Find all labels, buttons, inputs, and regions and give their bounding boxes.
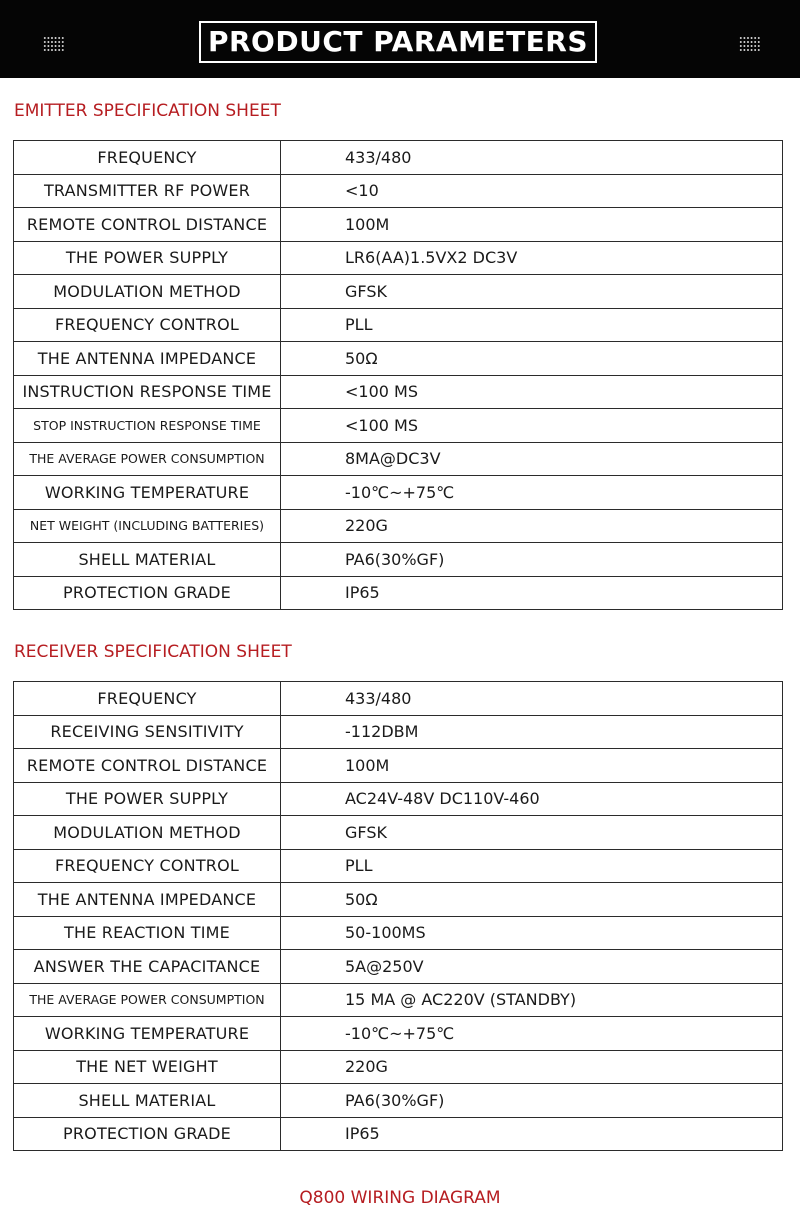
spec-value: GFSK xyxy=(281,275,783,309)
spec-value: IP65 xyxy=(281,576,783,610)
table-row xyxy=(14,1050,783,1084)
emitter-spec-table xyxy=(13,140,783,610)
emitter-section-title: EMITTER SPECIFICATION SHEET xyxy=(14,101,281,121)
spec-label: THE NET WEIGHT xyxy=(14,1050,281,1084)
receiver-spec-rows xyxy=(14,682,783,1151)
spec-value: GFSK xyxy=(281,816,783,850)
spec-value: 220G xyxy=(281,509,783,543)
table-row xyxy=(14,916,783,950)
table-row xyxy=(14,883,783,917)
table-row xyxy=(14,849,783,883)
spec-label: MODULATION METHOD xyxy=(14,275,281,309)
spec-label: THE POWER SUPPLY xyxy=(14,782,281,816)
spec-value: 50Ω xyxy=(281,883,783,917)
spec-label: FREQUENCY xyxy=(14,682,281,716)
table-row xyxy=(14,715,783,749)
spec-value: 433/480 xyxy=(281,682,783,716)
table-row xyxy=(14,476,783,510)
header-banner xyxy=(0,0,800,78)
table-row xyxy=(14,241,783,275)
table-row xyxy=(14,816,783,850)
spec-value: AC24V-48V DC110V-460 xyxy=(281,782,783,816)
table-row xyxy=(14,208,783,242)
spec-label: SHELL MATERIAL xyxy=(14,1084,281,1118)
table-row xyxy=(14,749,783,783)
spec-label: WORKING TEMPERATURE xyxy=(14,1017,281,1051)
spec-label: PROTECTION GRADE xyxy=(14,1117,281,1151)
spec-value: 100M xyxy=(281,749,783,783)
table-row xyxy=(14,375,783,409)
spec-value: PLL xyxy=(281,849,783,883)
spec-label: REMOTE CONTROL DISTANCE xyxy=(14,749,281,783)
table-row xyxy=(14,983,783,1017)
table-row xyxy=(14,1084,783,1118)
spec-label: THE POWER SUPPLY xyxy=(14,241,281,275)
spec-value: 50-100MS xyxy=(281,916,783,950)
table-row xyxy=(14,782,783,816)
spec-value: <10 xyxy=(281,174,783,208)
dot-pattern-icon xyxy=(739,36,761,52)
spec-label: SHELL MATERIAL xyxy=(14,543,281,577)
spec-label: THE REACTION TIME xyxy=(14,916,281,950)
spec-label: TRANSMITTER RF POWER xyxy=(14,174,281,208)
spec-value: PA6(30%GF) xyxy=(281,543,783,577)
spec-value: 100M xyxy=(281,208,783,242)
table-row xyxy=(14,1017,783,1051)
dot-pattern-icon xyxy=(43,36,65,52)
spec-label: PROTECTION GRADE xyxy=(14,576,281,610)
page-title: PRODUCT PARAMETERS xyxy=(199,21,597,63)
spec-label: THE AVERAGE POWER CONSUMPTION xyxy=(14,442,281,476)
spec-value: <100 MS xyxy=(281,375,783,409)
emitter-spec-rows xyxy=(14,141,783,610)
table-row xyxy=(14,409,783,443)
spec-label: THE ANTENNA IMPEDANCE xyxy=(14,342,281,376)
spec-label: STOP INSTRUCTION RESPONSE TIME xyxy=(14,409,281,443)
spec-label: RECEIVING SENSITIVITY xyxy=(14,715,281,749)
spec-label: WORKING TEMPERATURE xyxy=(14,476,281,510)
table-row xyxy=(14,174,783,208)
spec-label: NET WEIGHT (INCLUDING BATTERIES) xyxy=(14,509,281,543)
spec-value: PLL xyxy=(281,308,783,342)
spec-value: LR6(AA)1.5VX2 DC3V xyxy=(281,241,783,275)
spec-label: THE AVERAGE POWER CONSUMPTION xyxy=(14,983,281,1017)
spec-label: MODULATION METHOD xyxy=(14,816,281,850)
table-row xyxy=(14,682,783,716)
spec-value: -112DBM xyxy=(281,715,783,749)
receiver-section-title: RECEIVER SPECIFICATION SHEET xyxy=(14,642,292,662)
spec-label: FREQUENCY CONTROL xyxy=(14,849,281,883)
spec-label: ANSWER THE CAPACITANCE xyxy=(14,950,281,984)
spec-label: FREQUENCY xyxy=(14,141,281,175)
table-row xyxy=(14,308,783,342)
spec-value: <100 MS xyxy=(281,409,783,443)
spec-value: -10℃~+75℃ xyxy=(281,476,783,510)
spec-label: THE ANTENNA IMPEDANCE xyxy=(14,883,281,917)
receiver-spec-table xyxy=(13,681,783,1151)
table-row xyxy=(14,543,783,577)
spec-label: FREQUENCY CONTROL xyxy=(14,308,281,342)
table-row xyxy=(14,1117,783,1151)
spec-label: INSTRUCTION RESPONSE TIME xyxy=(14,375,281,409)
spec-value: -10℃~+75℃ xyxy=(281,1017,783,1051)
table-row xyxy=(14,509,783,543)
spec-value: 50Ω xyxy=(281,342,783,376)
spec-value: PA6(30%GF) xyxy=(281,1084,783,1118)
table-row xyxy=(14,342,783,376)
table-row xyxy=(14,950,783,984)
spec-label: REMOTE CONTROL DISTANCE xyxy=(14,208,281,242)
spec-value: 8MA@DC3V xyxy=(281,442,783,476)
table-row xyxy=(14,141,783,175)
spec-value: IP65 xyxy=(281,1117,783,1151)
table-row xyxy=(14,576,783,610)
spec-value: 433/480 xyxy=(281,141,783,175)
wiring-diagram-heading: Q800 WIRING DIAGRAM xyxy=(299,1188,501,1208)
table-row xyxy=(14,275,783,309)
spec-value: 15 MA @ AC220V (STANDBY) xyxy=(281,983,783,1017)
spec-value: 220G xyxy=(281,1050,783,1084)
spec-value: 5A@250V xyxy=(281,950,783,984)
table-row xyxy=(14,442,783,476)
